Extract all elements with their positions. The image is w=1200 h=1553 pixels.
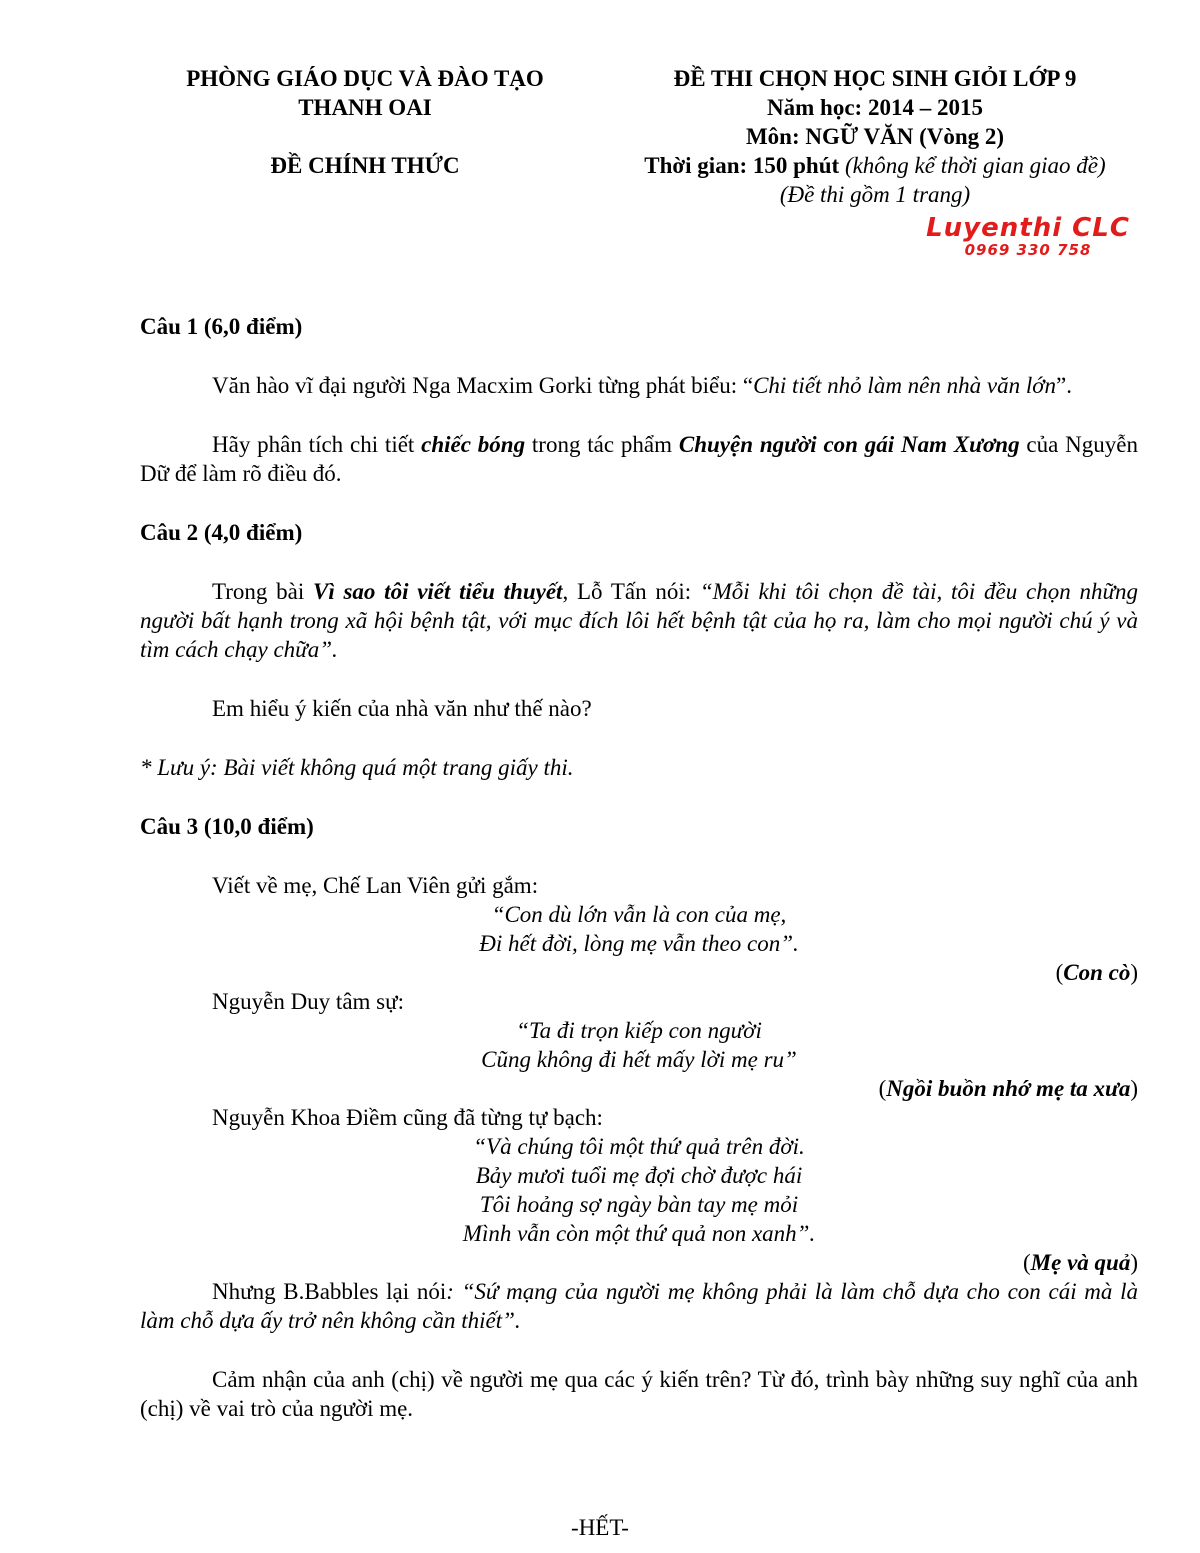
department-name: PHÒNG GIÁO DỤC VÀ ĐÀO TẠO [186, 66, 544, 91]
q3-paragraph-5: Cảm nhận của anh (chị) về người mẹ qua các ý kiến trên? Từ đó, trình bày những suy nghĩ của anh (chị) về vai trò của người mẹ. [140, 1367, 1138, 1421]
q3-source-1: (Con cò) [1055, 960, 1138, 985]
q1-p1-quote: Chi tiết nhỏ làm nên nhà văn lớn [753, 373, 1057, 398]
q1-title: Câu 1 (6,0 điểm) [140, 314, 303, 339]
q3-lead-2: Nguyễn Duy tâm sự: [212, 989, 404, 1014]
watermark-logo [918, 214, 1138, 258]
q3-title: Câu 3 (10,0 điểm) [140, 814, 314, 839]
header-right [590, 64, 1160, 209]
school-year: Năm học: 2014 – 2015 [767, 95, 983, 120]
q1-p1-text: Văn hào vĩ đại người Nga Macxim Gorki từng phát biểu: “ [212, 373, 754, 398]
poem-line: Đi hết đời, lòng mẹ vẫn theo con”. [479, 931, 799, 956]
q2-p1-text-c: , Lỗ Tấn nói: [562, 579, 700, 604]
logo-name: Luyenthi CLC [926, 213, 1130, 243]
poem-line: “Con dù lớn vẫn là con của mẹ, [491, 902, 787, 927]
header-left [140, 64, 590, 180]
q1-p2-text-c: trong tác phẩm [525, 432, 679, 457]
district-name: THANH OAI [298, 95, 432, 120]
poem-line: Tôi hoảng sợ ngày bàn tay mẹ mỏi [479, 1192, 799, 1217]
q3-p4-text: Nhưng B.Babbles lại nói [212, 1279, 447, 1304]
time-line [590, 151, 1160, 180]
q2-paragraph-1 [140, 577, 1138, 664]
source-title: Con cò [1063, 960, 1131, 985]
time-value: Thời gian: 150 phút [644, 153, 840, 178]
poem-line: “Và chúng tôi một thứ quả trên đời. [473, 1134, 805, 1159]
q1-p2-detail: chiếc bóng [421, 432, 526, 457]
q1-p2-text-d: của Nguyễn Dữ để làm rõ điều đó. [140, 432, 1138, 486]
subject: Môn: NGỮ VĂN (Vòng 2) [745, 124, 1005, 149]
q3-lead-1: Viết về mẹ, Chế Lan Viên gửi gắm: [212, 873, 539, 898]
time-note: (không kể thời gian giao đề) [844, 153, 1106, 178]
exam-title: ĐỀ THI CHỌN HỌC SINH GIỎI LỚP 9 [673, 66, 1077, 91]
source-title: Mẹ và quả [1030, 1250, 1131, 1275]
q2-p1-quote: “Mỗi khi tôi chọn đề tài, tôi đều chọn những người bất hạnh trong xã hội bệnh tật, với mục đích lôi hết bệnh tật của họ ra, làm cho mọi người chú ý và tìm cách chạy chữa”. [140, 579, 1138, 662]
q3-source-3: (Mẹ và quả) [1022, 1250, 1138, 1275]
q3-lead-3: Nguyễn Khoa Điềm cũng đã từng tự bạch: [212, 1105, 603, 1130]
q1-p2-work: Chuyện người con gái Nam Xương [678, 432, 1020, 457]
q3-poem-2 [140, 1016, 1138, 1074]
end-marker: -HẾT- [571, 1515, 629, 1540]
logo-phone: 0969 330 758 [964, 241, 1092, 259]
q2-title: Câu 2 (4,0 điểm) [140, 520, 303, 545]
q1-p1-end: ”. [1056, 373, 1072, 398]
q3-p4-quote: : “Sứ mạng của người mẹ không phải là làm chỗ dựa cho con cái mà là làm chỗ dựa ấy trở nên không cần thiết”. [140, 1279, 1138, 1333]
source-title: Ngồi buồn nhớ mẹ ta xưa [886, 1076, 1131, 1101]
q1-p2-text-a: Hãy phân tích chi tiết [212, 432, 422, 457]
q2-note [140, 753, 1138, 782]
poem-line: “Ta đi trọn kiếp con người [516, 1018, 762, 1043]
q3-source-2: (Ngồi buồn nhớ mẹ ta xưa) [878, 1076, 1138, 1101]
q2-paragraph-2: Em hiểu ý kiến của nhà văn như thế nào? [212, 696, 592, 721]
q3-poem-3 [140, 1132, 1138, 1248]
q1-paragraph-2 [140, 430, 1138, 488]
poem-line: Mình vẫn còn một thứ quả non xanh”. [462, 1221, 816, 1246]
official-label: ĐỀ CHÍNH THỨC [270, 153, 460, 178]
page-count: (Đề thi gồm 1 trang) [779, 182, 971, 207]
q3-paragraph-4 [140, 1277, 1138, 1335]
q2-note-text: * Lưu ý: Bài viết không quá một trang giấy thi. [140, 755, 574, 780]
q1-paragraph-1 [140, 371, 1138, 400]
poem-line: Cũng không đi hết mấy lời mẹ ru” [481, 1047, 797, 1072]
q2-p1-text-a: Trong bài [212, 579, 313, 604]
q2-p1-title: Vì sao tôi viết tiểu thuyết [313, 579, 563, 604]
q3-poem-1 [140, 900, 1138, 958]
poem-line: Bảy mươi tuổi mẹ đợi chờ được hái [475, 1163, 803, 1188]
exam-body [140, 312, 1138, 1423]
